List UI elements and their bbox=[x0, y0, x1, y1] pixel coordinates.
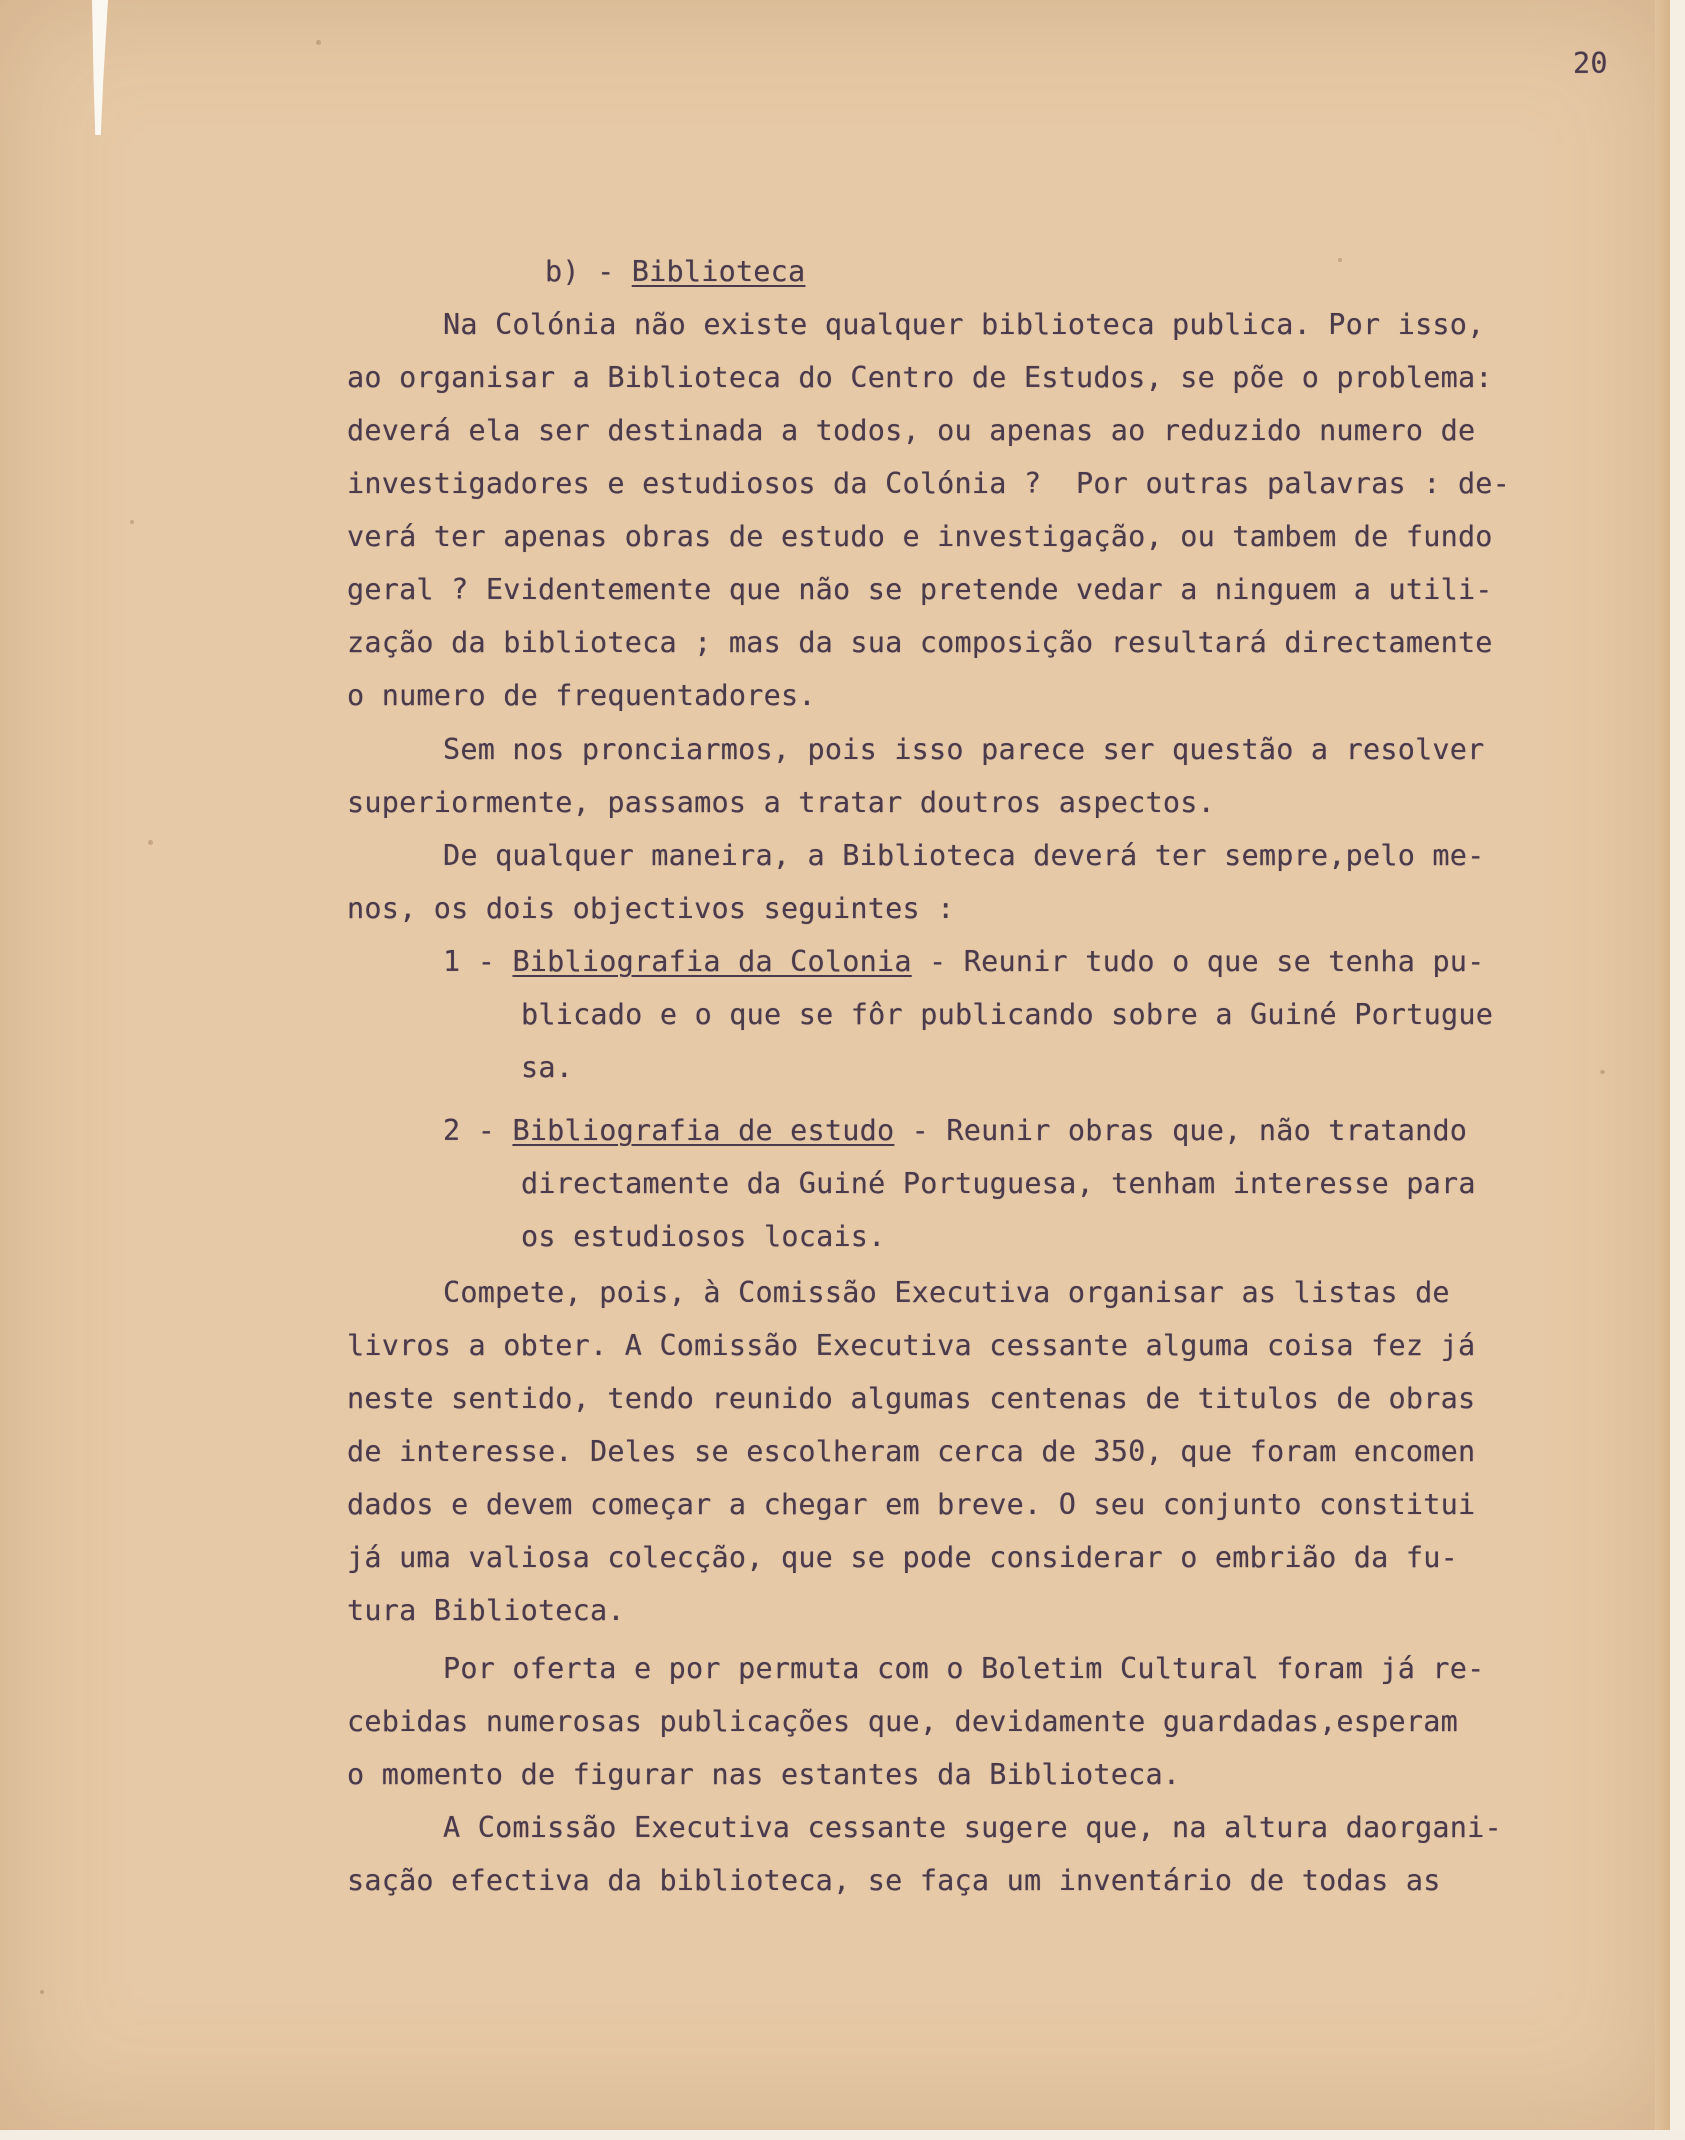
body-line: cebidas numerosas publicações que, devidamente guardadas,esperam bbox=[347, 1705, 1458, 1738]
body-line: ao organisar a Biblioteca do Centro de Estudos, se põe o problema: bbox=[347, 361, 1493, 394]
body-line: superiormente, passamos a tratar doutros aspectos. bbox=[347, 786, 1215, 819]
body-line: neste sentido, tendo reunido algumas centenas de titulos de obras bbox=[347, 1382, 1476, 1415]
list-item-line: directamente da Guiné Portuguesa, tenham interesse para bbox=[521, 1167, 1476, 1200]
paper-spot bbox=[130, 520, 134, 524]
body-line: Compete, pois, à Comissão Executiva organisar as listas de bbox=[443, 1276, 1450, 1309]
section-heading bbox=[545, 255, 805, 288]
paper-spot bbox=[1600, 1070, 1605, 1074]
paper-spot bbox=[316, 40, 321, 45]
list-item-title: Bibliografia de estudo bbox=[512, 1114, 895, 1147]
list-item-line: os estudiosos locais. bbox=[521, 1220, 886, 1253]
body-line: verá ter apenas obras de estudo e investigação, ou tambem de fundo bbox=[347, 520, 1493, 553]
body-line: já uma valiosa colecção, que se pode considerar o embrião da fu- bbox=[347, 1541, 1458, 1574]
list-item-number: 1 - bbox=[443, 945, 513, 978]
paper-spot bbox=[40, 1990, 44, 1994]
body-line: deverá ela ser destinada a todos, ou apenas ao reduzido numero de bbox=[347, 414, 1476, 447]
body-line: De qualquer maneira, a Biblioteca deverá ter sempre,pelo me- bbox=[443, 839, 1485, 872]
body-line: livros a obter. A Comissão Executiva cessante alguma coisa fez já bbox=[347, 1329, 1476, 1362]
list-item-2 bbox=[443, 1114, 1467, 1147]
body-line: Sem nos pronciarmos, pois isso parece ser questão a resolver bbox=[443, 733, 1485, 766]
heading-prefix: b) - bbox=[545, 255, 632, 288]
body-line: tura Biblioteca. bbox=[347, 1594, 625, 1627]
heading-title: Biblioteca bbox=[631, 255, 806, 288]
body-line: zação da biblioteca ; mas da sua composição resultará directamente bbox=[347, 626, 1493, 659]
body-line: dados e devem começar a chegar em breve. O seu conjunto constitui bbox=[347, 1488, 1476, 1521]
body-line: investigadores e estudiosos da Colónia ? Por outras palavras : de- bbox=[347, 467, 1511, 500]
list-item-text: - Reunir obras que, não tratando bbox=[894, 1114, 1468, 1147]
torn-corner bbox=[92, 0, 108, 135]
body-line: sação efectiva da biblioteca, se faça um inventário de todas as bbox=[347, 1864, 1441, 1897]
page-number: 20 bbox=[1573, 47, 1608, 80]
body-line: Na Colónia não existe qualquer biblioteca publica. Por isso, bbox=[443, 308, 1485, 341]
page-edge bbox=[1655, 0, 1670, 2130]
body-line: nos, os dois objectivos seguintes : bbox=[347, 892, 955, 925]
body-line: o numero de frequentadores. bbox=[347, 679, 816, 712]
paper-spot bbox=[148, 840, 153, 845]
body-line: Por oferta e por permuta com o Boletim Cultural foram já re- bbox=[443, 1652, 1485, 1685]
list-item-title: Bibliografia da Colonia bbox=[512, 945, 912, 978]
list-item-line: blicado e o que se fôr publicando sobre a Guiné Portugue bbox=[521, 998, 1494, 1031]
list-item-1 bbox=[443, 945, 1485, 978]
list-item-number: 2 - bbox=[443, 1114, 513, 1147]
body-line: geral ? Evidentemente que não se pretende vedar a ninguem a utili- bbox=[347, 573, 1493, 606]
body-line: o momento de figurar nas estantes da Biblioteca. bbox=[347, 1758, 1181, 1791]
scan-border bbox=[0, 2130, 1685, 2140]
list-item-line: sa. bbox=[521, 1051, 574, 1084]
list-item-text: - Reunir tudo o que se tenha pu- bbox=[911, 945, 1485, 978]
paper-spot bbox=[1338, 258, 1342, 262]
body-line: de interesse. Deles se escolheram cerca de 350, que foram encomen bbox=[347, 1435, 1476, 1468]
body-line: A Comissão Executiva cessante sugere que, na altura daorgani- bbox=[443, 1811, 1502, 1844]
